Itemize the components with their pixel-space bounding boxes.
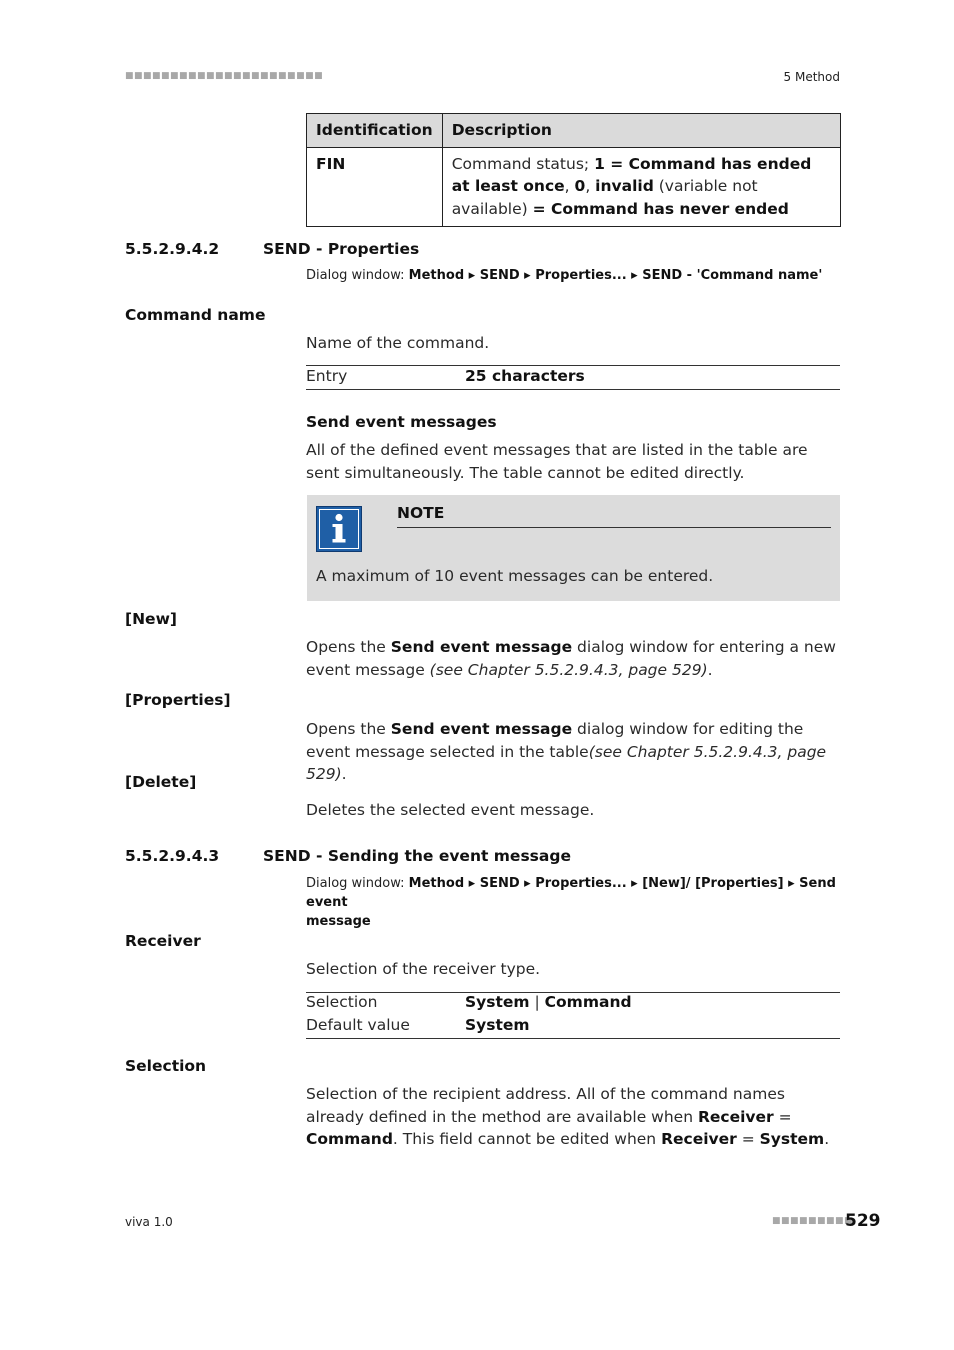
subheading: Send event messages [306, 413, 497, 431]
section-title: SEND - Properties [263, 240, 420, 258]
section-number: 5.5.2.9.4.3 [125, 847, 220, 865]
param-label-properties: [Properties] [125, 691, 231, 709]
note-divider [397, 527, 831, 528]
param-key: Selection [306, 993, 378, 1011]
param-value: System [465, 1016, 530, 1034]
param-label-delete: [Delete] [125, 773, 197, 791]
dialog-path: Dialog window: Method ▸ SEND ▸ Properties... ▸ SEND - 'Command name' [306, 268, 823, 283]
paragraph: Deletes the selected event message. [306, 801, 595, 819]
param-label-new: [New] [125, 610, 177, 628]
table-header-description: Description [442, 114, 840, 148]
identification-table [306, 113, 841, 227]
page-number: 529 [845, 1211, 881, 1231]
note-text: A maximum of 10 event messages can be entered. [316, 567, 714, 585]
note-box [307, 495, 840, 601]
divider [306, 389, 840, 390]
param-value: System | Command [465, 993, 632, 1011]
info-icon [316, 506, 362, 552]
paragraph: Opens the Send event message dialog window for entering a new event message (see Chapter 5.5.2.9.4.3, page 529). [306, 638, 836, 679]
cross-reference-link[interactable]: (see Chapter 5.5.2.9.4.3, page 529) [306, 742, 827, 783]
cross-reference-link[interactable]: (see Chapter 5.5.2.9.4.3, page 529) [429, 660, 708, 679]
info-glyph [330, 513, 348, 545]
param-description: Name of the command. [306, 334, 490, 352]
table-cell-description: Command status; 1 = Command has ended at least once, 0, invalid (variable not available) = Command has never ended [442, 147, 840, 226]
param-value: 25 characters [465, 367, 585, 385]
param-label-command-name: Command name [125, 306, 266, 324]
param-label-receiver: Receiver [125, 932, 201, 950]
param-key: Default value [306, 1016, 410, 1034]
footer-product: viva 1.0 [125, 1215, 173, 1229]
header-decoration: ■■■■■■■■■■■■■■■■■■■■■■ [125, 71, 324, 81]
section-title: SEND - Sending the event message [263, 847, 571, 865]
param-description: Selection of the receiver type. [306, 960, 541, 978]
table-header-identification: Identification [307, 114, 443, 148]
paragraph: Selection of the recipient address. All of the command names already defined in the method are available when Receiver = Command. This field cannot be edited when Receiver = System. [306, 1085, 830, 1148]
section-number: 5.5.2.9.4.2 [125, 240, 220, 258]
footer-decoration: ■■■■■■■■■ [772, 1216, 854, 1226]
note-title: NOTE [397, 504, 445, 522]
paragraph: Opens the Send event message dialog window for editing the event message selected in the table(see Chapter 5.5.2.9.4.3, page 529). [306, 720, 827, 783]
table-cell-id: FIN [307, 147, 443, 226]
chapter-title: 5 Method [783, 70, 840, 84]
divider [306, 1038, 840, 1039]
table-row [307, 147, 841, 226]
paragraph: All of the defined event messages that are listed in the table are sent simultaneously. The table cannot be edited directly. [306, 441, 808, 482]
param-label-selection: Selection [125, 1057, 207, 1075]
param-key: Entry [306, 367, 348, 385]
dialog-path: Dialog window: Method ▸ SEND ▸ Properties... ▸ [New]/ [Properties] ▸ Send event message [306, 876, 836, 929]
